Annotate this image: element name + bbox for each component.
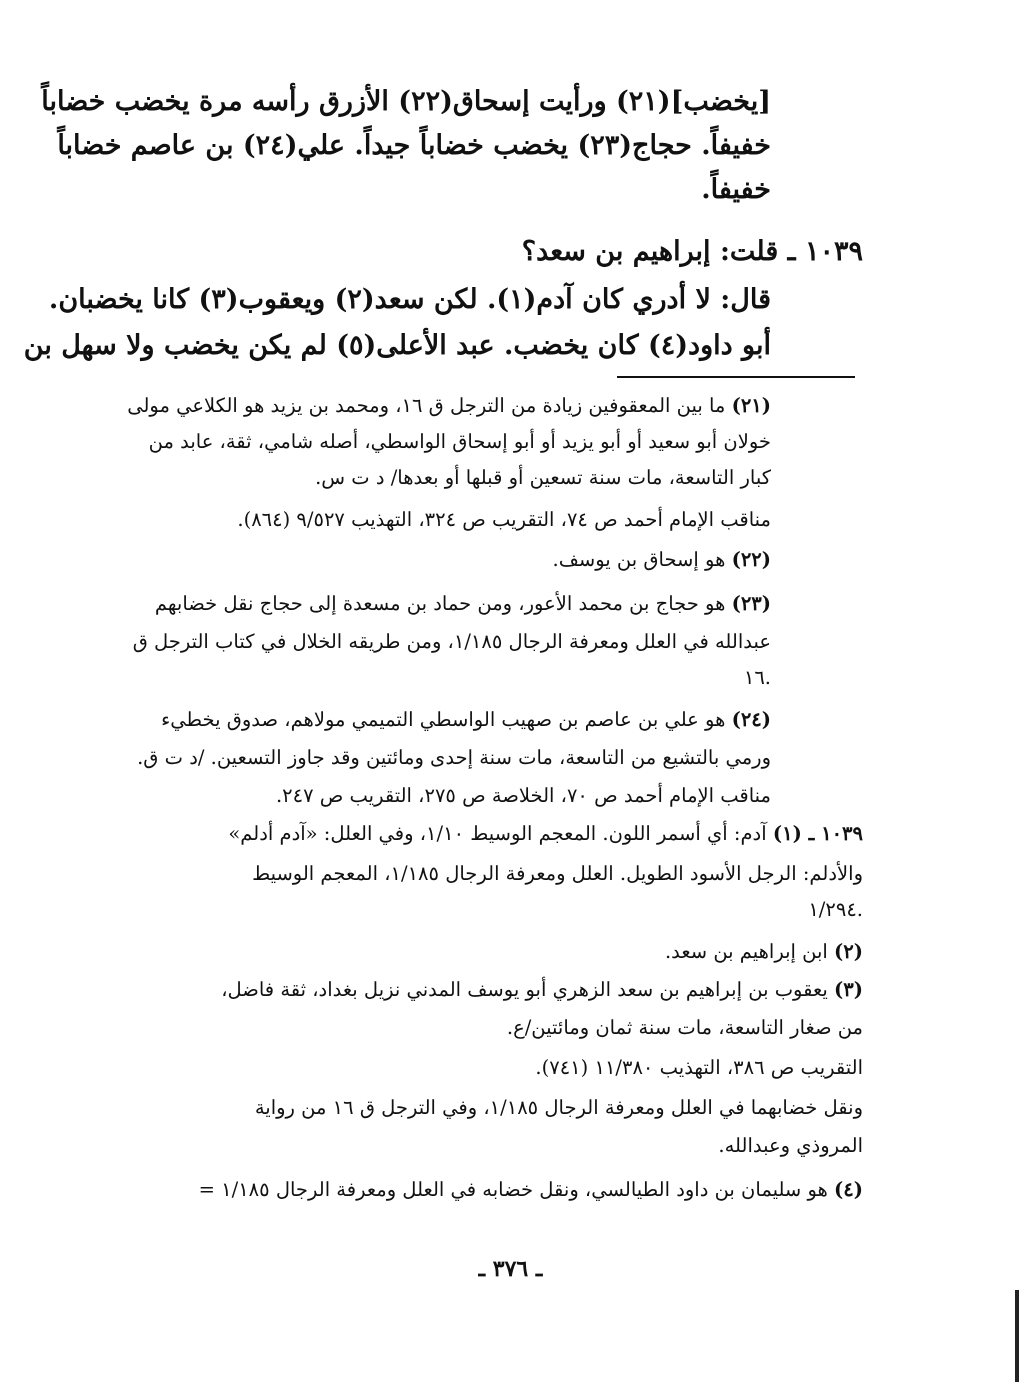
footnote-number: (٢٣) — [731, 592, 771, 615]
footnote-number: (٢١) — [731, 394, 771, 417]
footnote-3-line: (٣) يعقوب بن إبراهيم بن سعد الزهري أبو يوسف المدني نزيل بغداد، ثقة فاضل، — [221, 978, 863, 1001]
entry-question-line — [522, 236, 863, 267]
footnote-23-line: (٢٣) هو حجاج بن محمد الأعور، ومن حماد بن مسعدة إلى حجاج نقل خضابهم — [154, 592, 771, 615]
footnote-1039-1-line: ١٠٣٩ ـ (١) آدم: أي أسمر اللون. المعجم الوسيط ١/١٠، وفي العلل: «آدم أدلم» — [228, 822, 863, 845]
entry-number: ١٠٣٩ ـ — [787, 236, 863, 267]
main-text-line: [يخضب](٢١) ورأيت إسحاق(٢٢) الأزرق رأسه مرة يخضب خضاباً — [41, 86, 771, 117]
scan-edge-mark — [1015, 1290, 1019, 1382]
footnote-4-line: (٤) هو سليمان بن داود الطيالسي، ونقل خضابه في العلل ومعرفة الرجال ١/١٨٥ = — [198, 1178, 863, 1201]
entry-text-line: أبو داود(٤) كان يخضب. عبد الأعلى(٥) لم يكن يخضب ولا سهل بن — [23, 330, 771, 361]
page-number: ـ ٣٧٦ ـ — [478, 1256, 543, 1282]
entry-text-line: قال: لا أدري كان آدم(١). لكن سعد(٢) ويعقوب(٣) كانا يخضبان. — [48, 284, 771, 315]
footnote-21-line: (٢١) ما بين المعقوفين زيادة من الترجل ق ١٦، ومحمد بن يزيد هو الكلاعي مولى — [127, 394, 771, 417]
main-text-line: خفيفاً. — [701, 174, 771, 205]
footnote-21-line: خولان أبو سعيد أو أبو يزيد أو أبو إسحاق الواسطي، أصله شامي، ثقة، عابد من — [148, 430, 771, 453]
footnote-23-line: ١٦. — [743, 666, 771, 689]
footnote-number: ١٠٣٩ ـ (١) — [772, 822, 863, 845]
footnote-21-line: مناقب الإمام أحمد ص ٧٤، التقريب ص ٣٢٤، التهذيب ٩/٥٢٧ (٨٦٤). — [237, 508, 771, 531]
footnote-3-line: ونقل خضابهما في العلل ومعرفة الرجال ١/١٨٥، وفي الترجل ق ١٦ من رواية — [254, 1096, 863, 1119]
footnote-3-line: التقريب ص ٣٨٦، التهذيب ١١/٣٨٠ (٧٤١). — [535, 1056, 863, 1079]
footnote-24-line: مناقب الإمام أحمد ص ٧٠، الخلاصة ص ٢٧٥، التقريب ص ٢٤٧. — [275, 784, 771, 807]
footnote-24-line: ورمي بالتشيع من التاسعة، مات سنة إحدى ومائتين وقد جاوز التسعين. /د ت ق. — [137, 746, 771, 769]
main-text-line: خفيفاً. حجاج(٢٣) يخضب خضاباً جيداً. علي(٢٤) بن عاصم خضاباً — [57, 130, 771, 161]
footnote-number: (٣) — [834, 978, 863, 1001]
footnote-number: (٢٤) — [731, 708, 771, 731]
footnote-3-line: من صغار التاسعة، مات سنة ثمان ومائتين/ع. — [506, 1016, 863, 1039]
footnote-separator — [617, 376, 855, 378]
footnote-1039-1-line: والأدلم: الرجل الأسود الطويل. العلل ومعرفة الرجال ١/١٨٥، المعجم الوسيط — [252, 862, 863, 885]
footnote-1039-1-line: ١/٢٩٤. — [808, 898, 863, 921]
footnote-number: (٤) — [834, 1178, 863, 1201]
footnote-3-line: المروذي وعبدالله. — [718, 1134, 863, 1157]
footnote-23-line: عبدالله في العلل ومعرفة الرجال ١/١٨٥، ومن طريقه الخلال في كتاب الترجل ق — [132, 630, 771, 653]
footnote-2-line: (٢) ابن إبراهيم بن سعد. — [664, 940, 863, 963]
entry-question: قلت: إبراهيم بن سعد؟ — [521, 236, 779, 267]
footnote-number: (٢٢) — [731, 548, 771, 571]
footnote-22-line: (٢٢) هو إسحاق بن يوسف. — [552, 548, 771, 571]
footnote-24-line: (٢٤) هو علي بن عاصم بن صهيب الواسطي التميمي مولاهم، صدوق يخطيء — [161, 708, 771, 731]
footnote-number: (٢) — [834, 940, 863, 963]
footnote-21-line: كبار التاسعة، مات سنة تسعين أو قبلها أو بعدها/ د ت س. — [315, 466, 771, 489]
